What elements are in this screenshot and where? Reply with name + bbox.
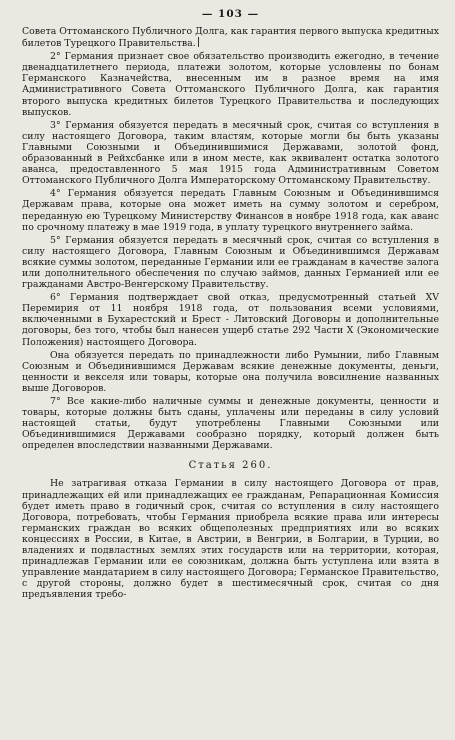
paragraph-item-6: 6° Германия подтверждает свой отказ, предусмотренный статьей XV Перемирия от 11 ноября 1918 года, от пользования всеми условиями, включенными в Бухарестский и Брест - Литовский Договоры и дополнительные договоры, без того, чтобы был нанесен ущерб статье 292 Части X (Экономические Положения) настоящего Договора. bbox=[22, 292, 439, 348]
text-cursor bbox=[198, 37, 199, 47]
paragraph-item-4: 4° Германия обязуется передать Главным Союзным и Объединившимся Державам права, которые она может иметь на сумму золотом и серебром, переданную ею Турецкому Министерству Финансов в ноябре 1918 года, как аванс по срочному платежу в мае 1919 года, в уплату турецкого внутреннего займа. bbox=[22, 188, 439, 233]
paragraph-item-3: 3° Германия обязуется передать в месячный срок, считая со вступления в силу настоящего Договора, таким властям, которые могли бы быть указаны Главными Союзными и Объединившимися Державами, золотой фонд, образованный в Рейхсбанке или в ином месте, как эквивалент остатка золотого аванса, предоставленного 5 мая 1915 года Административным Советом Оттоманского Публичного Долга Императорскому Оттоманскому Правительству. bbox=[22, 119, 439, 187]
paragraph-text: Совета Оттоманского Публичного Долга, как гарантия первого выпуска кредитных билетов Турецкого Правительства. bbox=[22, 26, 439, 50]
article-paragraph: Не затрагивая отказа Германии в силу настоящего Договора от прав, принадлежащих ей или принадлежащих ее гражданам, Репарационная Комиссия будет иметь право в годичный срок, считая со вступления в силу настоящего Договора, потребовать, чтобы Германия приобрела всякие права или интересы германских граждан во всяких общеполезных предприятиях или во всяких концессиях в России, в Китае, в Австрии, в Венгрии, в Болгарии, в Турции, во владениях и подвластных землях этих государств или на территории, которая, принадлежав Германии или ее союзникам, должна быть уступлена или взята в управление мандатарием в силу настоящего Договора; Германское Правительство, с другой стороны, должно будет в шестимесячный срок, считая со дня предъявления требо- bbox=[22, 478, 440, 601]
paragraph-item-5: 5° Германия обязуется передать в месячный срок, считая со вступления в силу настоящего Договора, Главным Союзным и Объединившимся Державам всякие суммы золотом, переданные Германии или ее гражданам в качестве залога или дополнительного обеспечения по случаю займов, данных Германией или ее гражданами Австро-Венгерскому Правительству. bbox=[22, 234, 439, 291]
page-number: — 103 — bbox=[201, 8, 260, 20]
article-heading: Статья 260. bbox=[188, 460, 273, 472]
paragraph-item-7: 7° Все какие-либо наличные суммы и денежные документы, ценности и товары, которые должны быть сданы, уплачены или переданы в силу условий настоящей статьи, будут употреблены Главными Союзными или Объединившимися Державами сообразно порядку, который должен быть определен впоследствии названными Державами. bbox=[22, 396, 439, 452]
paragraph-continuation bbox=[22, 26, 439, 49]
paragraph-item-6-continued: Она обязуется передать по принадлежности либо Румынии, либо Главным Союзным и Объединившимся Державам всякие денежные документы, деньги, ценности и векселя или товары, которые она получила вовсилнение названных выше Договоров. bbox=[22, 349, 439, 394]
paragraph-item-2: 2° Германия признает свое обязательство производить ежегодно, в течение двенадцатилетнего периода, платежи золотом, которые условлены по бонам Германского Казначейства, внесенным им в разное время на имя Административного Совета Оттоманского Публичного Долга, как гарантия второго выпуска кредитных билетов Турецкого Правительства и последующих выпусков. bbox=[22, 51, 439, 118]
